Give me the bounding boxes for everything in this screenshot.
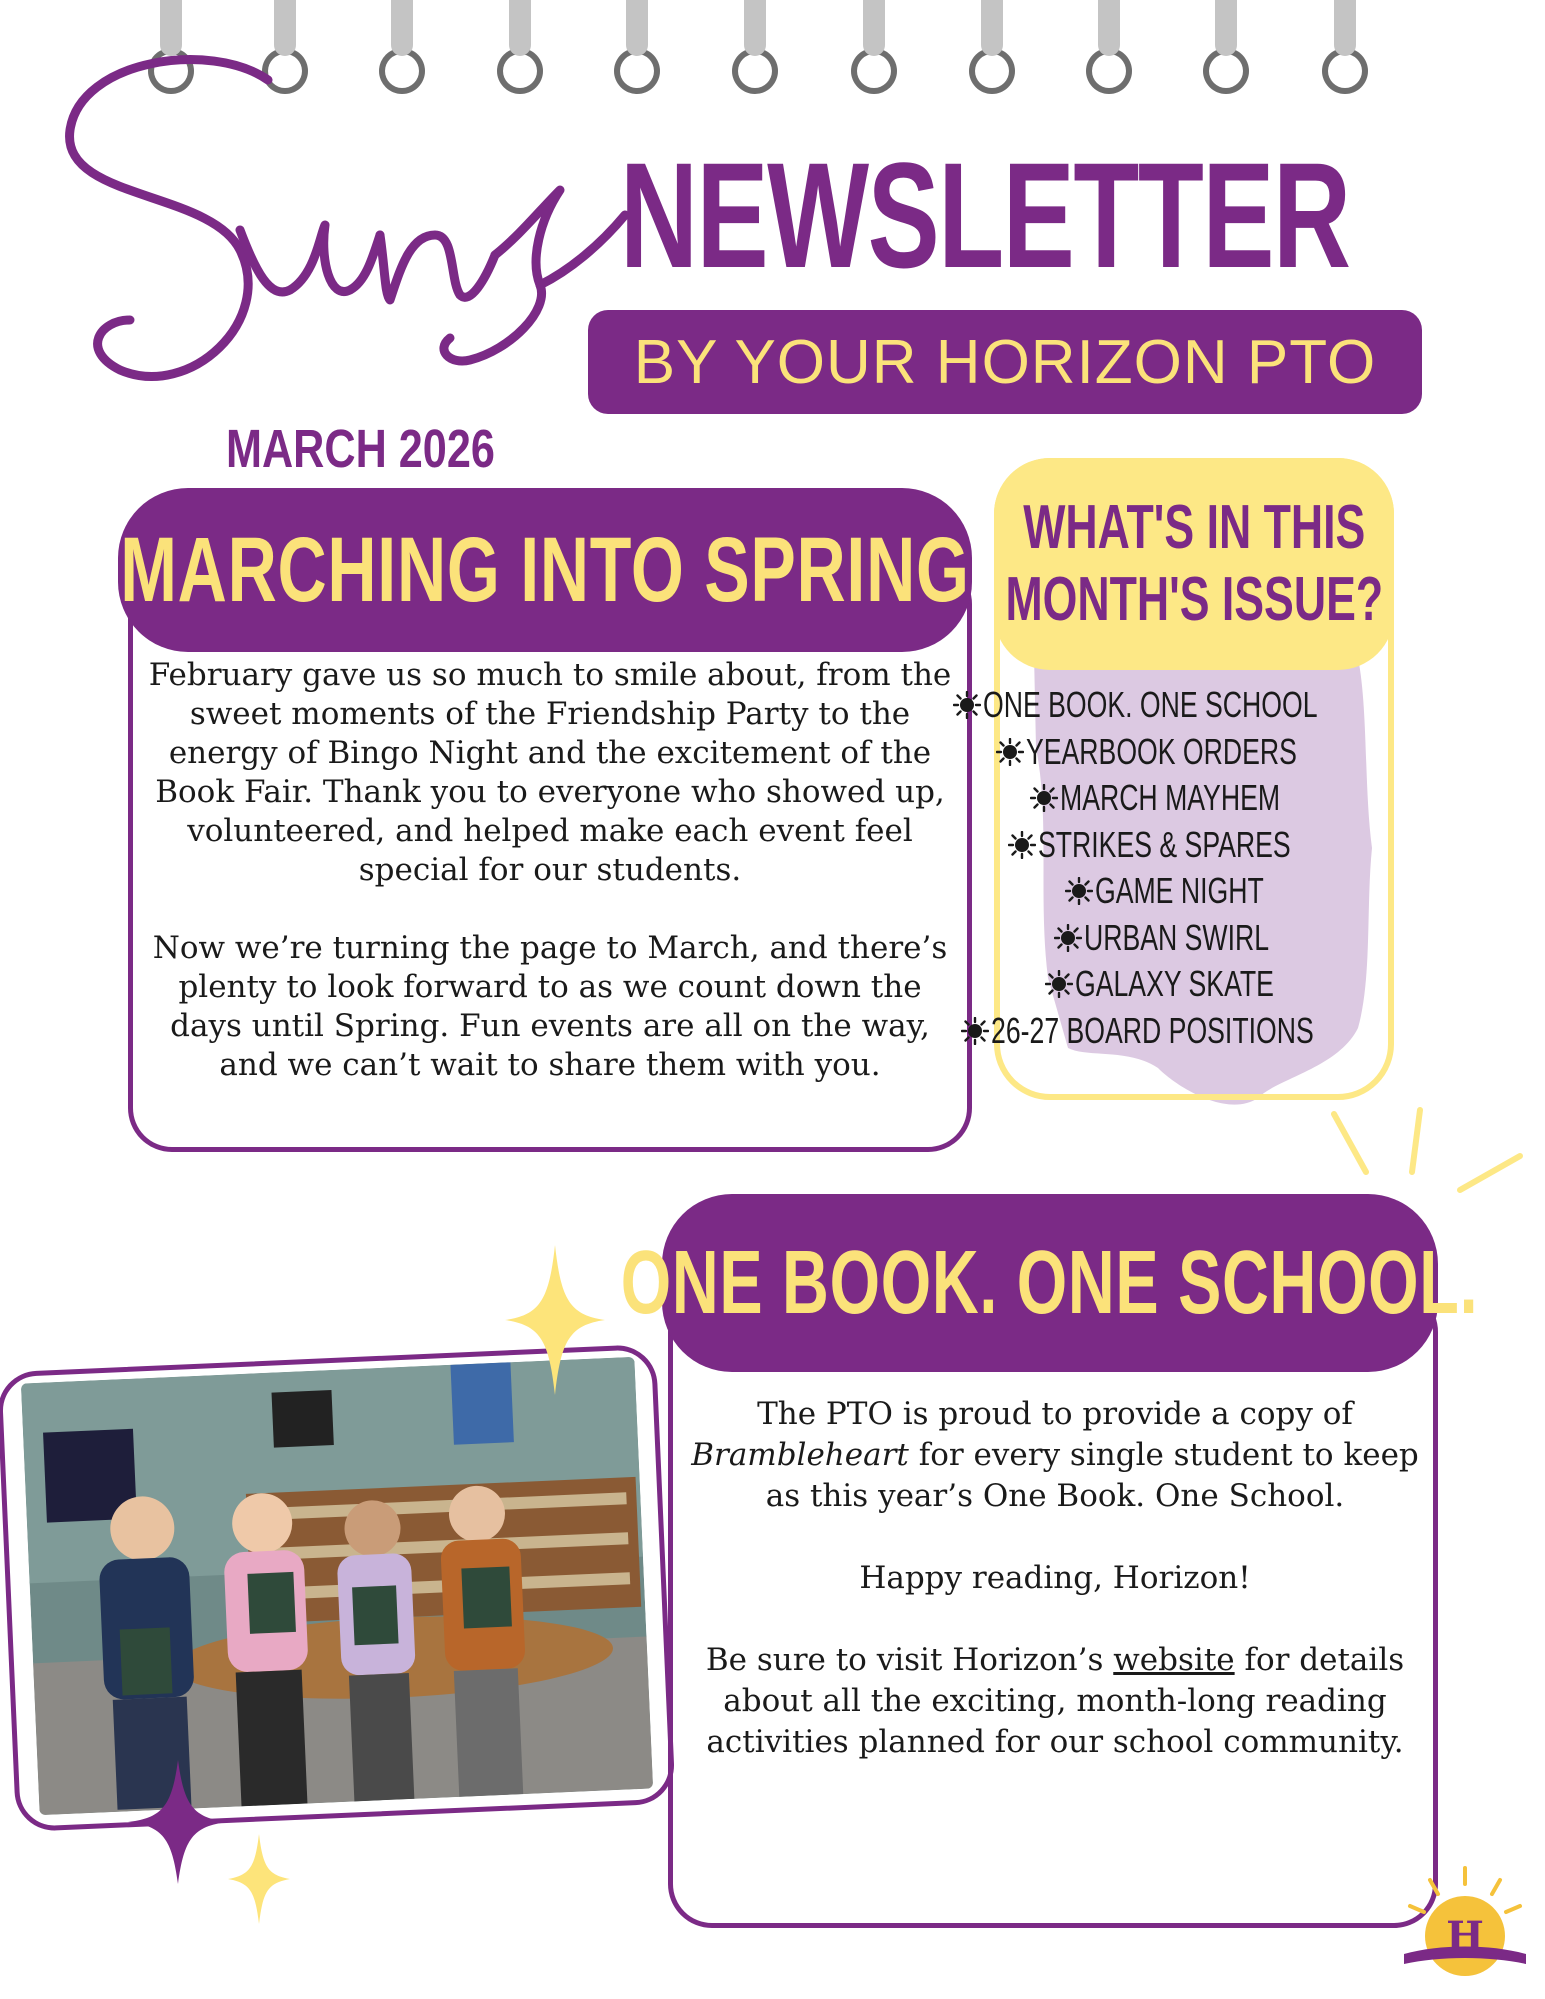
intro-heading: MARCHING INTO SPRING	[120, 518, 970, 621]
issue-item-label: YEARBOOK ORDERS	[1025, 730, 1297, 772]
students-holding-books-photo	[21, 1357, 653, 1815]
issue-item	[994, 822, 1394, 869]
book-title: Brambleheart	[691, 1437, 909, 1473]
one-book-paragraph: Happy reading, Horizon!	[859, 1560, 1251, 1596]
one-book-paragraph: The PTO is proud to provide a copy of Brambleheart for every single student to keep as this year’s One Book. One School.	[691, 1396, 1419, 1514]
intro-paragraph: Now we’re turning the page to March, and there’s plenty to look forward to as we count down the days until Spring. Fun events are all on the way, and we can’t wait to share them with you.	[152, 930, 948, 1083]
issue-date: MARCH 2026	[226, 419, 495, 479]
issue-heading-line: MONTH'S ISSUE?	[1005, 565, 1383, 634]
sun-icon	[1065, 877, 1093, 905]
intro-body	[140, 656, 960, 1124]
website-link[interactable]: website	[1113, 1642, 1235, 1678]
issue-list	[982, 682, 1394, 1054]
issue-item-label: MARCH MAYHEM	[1060, 777, 1281, 819]
issue-heading-line: WHAT'S IN THIS	[1022, 493, 1366, 562]
sun-icon	[953, 691, 981, 719]
logo-letter: H	[1446, 1913, 1484, 1960]
horizon-logo	[1400, 1866, 1530, 1986]
one-book-body	[680, 1394, 1430, 1804]
sun-icon	[1030, 784, 1058, 812]
one-book-paragraph: Be sure to visit Horizon’s website for details about all the exciting, month-long reading activities planned for our school community.	[705, 1642, 1405, 1760]
sparkle-icon	[128, 1760, 228, 1884]
issue-item	[990, 1008, 1394, 1055]
sun-icon	[1008, 831, 1036, 859]
intro-heading-banner	[118, 488, 972, 652]
issue-item-label: ONE BOOK. ONE SCHOOL	[982, 684, 1318, 726]
issue-item-label: GALAXY SKATE	[1074, 963, 1274, 1005]
issue-item	[994, 915, 1394, 962]
intro-paragraph: February gave us so much to smile about, from the sweet moments of the Friendship Party to the energy of Bingo Night and the excitement of the Book Fair. Thank you to everyone who showed up, volunteered, and helped make each event feel special for our students.	[148, 657, 952, 888]
one-book-heading-banner	[621, 1194, 1479, 1372]
issue-item	[994, 775, 1394, 822]
subtitle-text: BY YOUR HORIZON PTO	[633, 327, 1377, 397]
subtitle-banner	[588, 310, 1422, 414]
one-book-heading: ONE BOOK. ONE SCHOOL.	[621, 1232, 1479, 1333]
issue-item-label: GAME NIGHT	[1094, 870, 1264, 912]
issue-item	[994, 729, 1394, 776]
sun-icon	[1054, 924, 1082, 952]
issue-item	[994, 961, 1394, 1008]
sparkle-icon	[228, 1834, 290, 1924]
newsletter-title: NEWSLETTER	[620, 131, 1350, 299]
sun-icon	[1045, 970, 1073, 998]
issue-item-label: 26-27 BOARD POSITIONS	[990, 1009, 1314, 1051]
issue-item	[994, 868, 1394, 915]
issue-heading-box	[994, 458, 1394, 670]
issue-item-label: STRIKES & SPARES	[1038, 823, 1291, 865]
sparkle-icon	[505, 1245, 605, 1395]
sun-icon	[996, 738, 1024, 766]
suns-script-logo	[40, 20, 640, 470]
issue-item-label: URBAN SWIRL	[1083, 916, 1270, 958]
issue-item	[982, 682, 1394, 729]
sun-icon	[961, 1017, 989, 1045]
